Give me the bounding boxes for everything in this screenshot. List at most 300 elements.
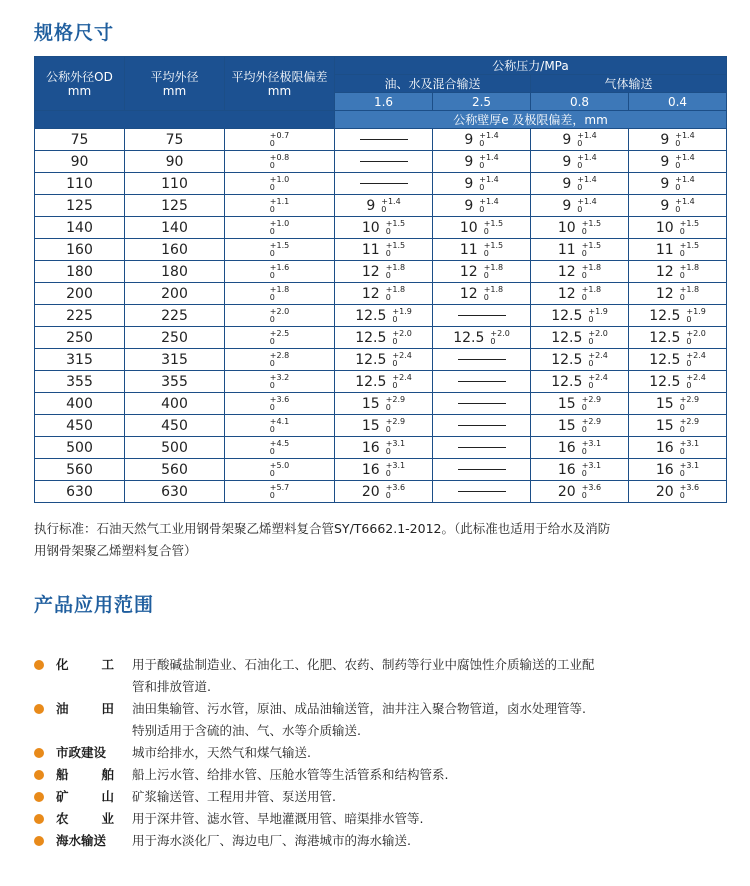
nominal-od-cell: 110 bbox=[35, 173, 125, 195]
bullet-dot-icon bbox=[34, 792, 44, 802]
thickness-value: 9 bbox=[660, 175, 670, 192]
header-deviation: 平均外径极限偏差 mm bbox=[225, 57, 335, 111]
wall-thickness-cell bbox=[335, 129, 433, 151]
thickness-tolerance: +1.4 0 bbox=[675, 196, 695, 214]
not-applicable-dash bbox=[458, 469, 506, 470]
thickness-tolerance: +2.9 0 bbox=[581, 416, 602, 434]
bullet-dot-icon bbox=[34, 660, 44, 670]
deviation-value: +5.0 0 bbox=[269, 460, 290, 478]
application-description: 特别适用于含硫的油、气、水等介质输送. bbox=[132, 723, 361, 738]
app-section-title: 产品应用范围 bbox=[34, 594, 155, 616]
thickness-tolerance: +1.5 0 bbox=[581, 218, 602, 236]
wall-thickness-cell bbox=[335, 195, 433, 217]
table-row bbox=[35, 129, 727, 151]
thickness-tolerance: +3.1 0 bbox=[679, 438, 700, 456]
avg-od-cell: 630 bbox=[125, 481, 225, 503]
spec-table-header bbox=[35, 57, 727, 129]
deviation-value: +2.0 0 bbox=[269, 306, 290, 324]
not-applicable-dash bbox=[458, 403, 506, 404]
wall-thickness-cell bbox=[629, 129, 727, 151]
wall-thickness-cell bbox=[531, 239, 629, 261]
thickness-tolerance: +2.0 0 bbox=[686, 328, 706, 346]
wall-thickness-cell bbox=[531, 415, 629, 437]
wall-thickness-cell bbox=[531, 173, 629, 195]
thickness-tolerance: +1.8 0 bbox=[581, 262, 602, 280]
thickness-tolerance: +1.9 0 bbox=[392, 306, 412, 324]
avg-od-cell: 400 bbox=[125, 393, 225, 415]
deviation-cell bbox=[225, 415, 335, 437]
table-row bbox=[35, 283, 727, 305]
wall-thickness-cell bbox=[335, 437, 433, 459]
thickness-value: 12 bbox=[655, 285, 674, 302]
thickness-value: 20 bbox=[655, 483, 674, 500]
standard-note-line-2: 用钢骨架聚乙烯塑料复合管） bbox=[34, 543, 197, 558]
thickness-tolerance: +2.0 0 bbox=[490, 328, 510, 346]
wall-thickness-cell bbox=[335, 393, 433, 415]
application-item bbox=[34, 808, 734, 830]
thickness-tolerance: +1.4 0 bbox=[577, 174, 597, 192]
wall-thickness-cell bbox=[433, 327, 531, 349]
not-applicable-dash bbox=[458, 425, 506, 426]
header-p4: 0.4 bbox=[629, 93, 727, 111]
deviation-cell bbox=[225, 393, 335, 415]
table-row bbox=[35, 481, 727, 503]
not-applicable-dash bbox=[458, 381, 506, 382]
wall-thickness-cell bbox=[531, 459, 629, 481]
not-applicable-dash bbox=[458, 315, 506, 316]
thickness-value: 12.5 bbox=[355, 351, 387, 368]
wall-thickness-cell bbox=[433, 305, 531, 327]
table-row bbox=[35, 195, 727, 217]
spec-table bbox=[34, 56, 727, 503]
thickness-value: 10 bbox=[459, 219, 478, 236]
wall-thickness-cell bbox=[433, 151, 531, 173]
thickness-value: 12 bbox=[655, 263, 674, 280]
wall-thickness-cell bbox=[629, 437, 727, 459]
thickness-tolerance: +3.6 0 bbox=[679, 482, 700, 500]
wall-thickness-cell bbox=[335, 305, 433, 327]
application-description: 用于酸碱盐制造业、石油化工、化肥、农药、制药等行业中腐蚀性介质输送的工业配 bbox=[132, 657, 595, 672]
thickness-tolerance: +1.4 0 bbox=[479, 196, 499, 214]
thickness-value: 12 bbox=[459, 263, 478, 280]
wall-thickness-cell bbox=[629, 239, 727, 261]
thickness-value: 12.5 bbox=[355, 329, 387, 346]
thickness-tolerance: +3.1 0 bbox=[679, 460, 700, 478]
application-description: 城市给排水，天然气和煤气输送. bbox=[132, 745, 311, 760]
application-item bbox=[34, 654, 734, 676]
wall-thickness-cell bbox=[335, 151, 433, 173]
nominal-od-cell: 225 bbox=[35, 305, 125, 327]
application-name: 海水输送 bbox=[56, 833, 107, 848]
header-wall: 公称壁厚e 及极限偏差，mm bbox=[335, 111, 727, 129]
wall-thickness-cell bbox=[531, 151, 629, 173]
table-row bbox=[35, 459, 727, 481]
wall-thickness-cell bbox=[531, 261, 629, 283]
wall-thickness-cell bbox=[433, 415, 531, 437]
deviation-value: +2.8 0 bbox=[269, 350, 290, 368]
table-row bbox=[35, 327, 727, 349]
wall-thickness-cell bbox=[335, 261, 433, 283]
thickness-value: 12.5 bbox=[649, 351, 681, 368]
wall-thickness-cell bbox=[335, 371, 433, 393]
application-description: 船上污水管、给排水管、压舱水管等生活管系和结构管系. bbox=[132, 767, 449, 782]
application-description: 用于海水淡化厂、海边电厂、海港城市的海水输送. bbox=[132, 833, 411, 848]
bullet-dot-icon bbox=[34, 748, 44, 758]
table-row bbox=[35, 151, 727, 173]
wall-thickness-cell bbox=[335, 173, 433, 195]
thickness-tolerance: +1.8 0 bbox=[483, 262, 504, 280]
thickness-tolerance: +1.5 0 bbox=[679, 218, 700, 236]
deviation-cell bbox=[225, 195, 335, 217]
nominal-od-cell: 315 bbox=[35, 349, 125, 371]
wall-thickness-cell bbox=[335, 283, 433, 305]
standard-note-line-1: 执行标准：石油天然气工业用钢骨架聚乙烯塑料复合管SY/T6662.1-2012。（此标准也适用于给水及消防 bbox=[34, 521, 611, 536]
nominal-od-cell: 630 bbox=[35, 481, 125, 503]
thickness-tolerance: +1.4 0 bbox=[675, 152, 695, 170]
thickness-value: 11 bbox=[655, 241, 674, 258]
wall-thickness-cell bbox=[531, 481, 629, 503]
thickness-value: 11 bbox=[557, 241, 576, 258]
thickness-tolerance: +2.0 0 bbox=[392, 328, 412, 346]
wall-thickness-cell bbox=[433, 283, 531, 305]
deviation-cell bbox=[225, 327, 335, 349]
not-applicable-dash bbox=[458, 447, 506, 448]
avg-od-cell: 200 bbox=[125, 283, 225, 305]
wall-thickness-cell bbox=[531, 305, 629, 327]
deviation-cell bbox=[225, 129, 335, 151]
thickness-value: 12.5 bbox=[551, 307, 583, 324]
wall-thickness-cell bbox=[433, 371, 531, 393]
avg-od-cell: 110 bbox=[125, 173, 225, 195]
thickness-tolerance: +1.5 0 bbox=[581, 240, 602, 258]
avg-od-cell: 75 bbox=[125, 129, 225, 151]
bullet-dot-icon bbox=[34, 770, 44, 780]
application-description: 用于深井管、滤水管、旱地灌溉用管、暗渠排水管等. bbox=[132, 811, 424, 826]
deviation-value: +1.6 0 bbox=[269, 262, 290, 280]
thickness-tolerance: +2.9 0 bbox=[679, 394, 700, 412]
thickness-value: 12.5 bbox=[551, 351, 583, 368]
thickness-tolerance: +1.4 0 bbox=[577, 152, 597, 170]
nominal-od-cell: 160 bbox=[35, 239, 125, 261]
wall-thickness-cell bbox=[433, 195, 531, 217]
nominal-od-cell: 450 bbox=[35, 415, 125, 437]
avg-od-cell: 140 bbox=[125, 217, 225, 239]
application-item bbox=[34, 720, 734, 742]
thickness-tolerance: +1.8 0 bbox=[679, 284, 700, 302]
thickness-tolerance: +3.1 0 bbox=[385, 438, 406, 456]
thickness-value: 12.5 bbox=[551, 373, 583, 390]
deviation-value: +3.2 0 bbox=[269, 372, 290, 390]
not-applicable-dash bbox=[360, 161, 408, 162]
thickness-value: 12.5 bbox=[649, 329, 681, 346]
avg-od-cell: 315 bbox=[125, 349, 225, 371]
nominal-od-cell: 200 bbox=[35, 283, 125, 305]
thickness-tolerance: +2.9 0 bbox=[679, 416, 700, 434]
wall-thickness-cell bbox=[335, 327, 433, 349]
thickness-value: 16 bbox=[557, 439, 576, 456]
nominal-od-cell: 400 bbox=[35, 393, 125, 415]
avg-od-cell: 355 bbox=[125, 371, 225, 393]
thickness-value: 20 bbox=[361, 483, 380, 500]
deviation-value: +0.8 0 bbox=[269, 152, 290, 170]
wall-thickness-cell bbox=[433, 393, 531, 415]
thickness-value: 12.5 bbox=[355, 373, 387, 390]
wall-thickness-cell bbox=[531, 437, 629, 459]
avg-od-cell: 125 bbox=[125, 195, 225, 217]
thickness-tolerance: +1.4 0 bbox=[479, 152, 499, 170]
nominal-od-cell: 90 bbox=[35, 151, 125, 173]
wall-thickness-cell bbox=[335, 459, 433, 481]
thickness-value: 9 bbox=[562, 131, 572, 148]
thickness-tolerance: +2.4 0 bbox=[392, 372, 412, 390]
table-row bbox=[35, 217, 727, 239]
table-row bbox=[35, 393, 727, 415]
thickness-tolerance: +3.1 0 bbox=[385, 460, 406, 478]
thickness-value: 12 bbox=[361, 285, 380, 302]
thickness-value: 12.5 bbox=[355, 307, 387, 324]
application-item bbox=[34, 830, 734, 852]
header-nominal-od: 公称外径OD mm bbox=[35, 57, 125, 111]
thickness-tolerance: +1.8 0 bbox=[385, 262, 406, 280]
wall-thickness-cell bbox=[531, 217, 629, 239]
wall-thickness-cell bbox=[433, 239, 531, 261]
thickness-value: 9 bbox=[366, 197, 376, 214]
thickness-value: 9 bbox=[464, 131, 474, 148]
thickness-value: 16 bbox=[557, 461, 576, 478]
thickness-tolerance: +1.5 0 bbox=[483, 240, 504, 258]
thickness-tolerance: +2.9 0 bbox=[581, 394, 602, 412]
wall-thickness-cell bbox=[629, 327, 727, 349]
thickness-tolerance: +1.8 0 bbox=[581, 284, 602, 302]
wall-thickness-cell bbox=[629, 481, 727, 503]
application-list bbox=[34, 654, 734, 852]
nominal-od-cell: 500 bbox=[35, 437, 125, 459]
nominal-od-cell: 250 bbox=[35, 327, 125, 349]
wall-thickness-cell bbox=[629, 151, 727, 173]
thickness-value: 9 bbox=[660, 197, 670, 214]
thickness-value: 16 bbox=[361, 461, 380, 478]
thickness-tolerance: +3.6 0 bbox=[581, 482, 602, 500]
thickness-tolerance: +2.4 0 bbox=[686, 372, 706, 390]
thickness-value: 15 bbox=[361, 417, 380, 434]
thickness-value: 15 bbox=[557, 395, 576, 412]
thickness-tolerance: +1.9 0 bbox=[686, 306, 706, 324]
wall-thickness-cell bbox=[629, 195, 727, 217]
nominal-od-cell: 180 bbox=[35, 261, 125, 283]
thickness-tolerance: +1.5 0 bbox=[385, 240, 406, 258]
wall-thickness-cell bbox=[335, 239, 433, 261]
standard-note bbox=[34, 518, 734, 562]
wall-thickness-cell bbox=[433, 173, 531, 195]
deviation-cell bbox=[225, 173, 335, 195]
wall-thickness-cell bbox=[531, 195, 629, 217]
wall-thickness-cell bbox=[433, 481, 531, 503]
table-row bbox=[35, 305, 727, 327]
avg-od-cell: 450 bbox=[125, 415, 225, 437]
application-name: 船 舶 bbox=[56, 767, 114, 782]
thickness-value: 12.5 bbox=[551, 329, 583, 346]
wall-thickness-cell bbox=[433, 129, 531, 151]
thickness-tolerance: +2.9 0 bbox=[385, 416, 406, 434]
wall-thickness-cell bbox=[433, 261, 531, 283]
wall-thickness-cell bbox=[433, 459, 531, 481]
thickness-tolerance: +1.4 0 bbox=[479, 130, 499, 148]
deviation-cell bbox=[225, 261, 335, 283]
application-name: 市政建设 bbox=[56, 745, 107, 760]
wall-thickness-cell bbox=[531, 371, 629, 393]
thickness-tolerance: +2.0 0 bbox=[588, 328, 608, 346]
deviation-value: +1.8 0 bbox=[269, 284, 290, 302]
thickness-tolerance: +3.6 0 bbox=[385, 482, 406, 500]
thickness-value: 10 bbox=[557, 219, 576, 236]
deviation-cell bbox=[225, 349, 335, 371]
thickness-tolerance: +1.5 0 bbox=[483, 218, 504, 236]
application-description: 管和排放管道. bbox=[132, 679, 211, 694]
thickness-value: 9 bbox=[562, 175, 572, 192]
bullet-dot-icon bbox=[34, 836, 44, 846]
wall-thickness-cell bbox=[629, 371, 727, 393]
deviation-value: +2.5 0 bbox=[269, 328, 290, 346]
deviation-value: +4.5 0 bbox=[269, 438, 290, 456]
thickness-tolerance: +1.8 0 bbox=[483, 284, 504, 302]
application-name: 化 工 bbox=[56, 657, 114, 672]
thickness-tolerance: +1.4 0 bbox=[675, 174, 695, 192]
wall-thickness-cell bbox=[629, 459, 727, 481]
thickness-value: 9 bbox=[660, 153, 670, 170]
thickness-tolerance: +1.5 0 bbox=[385, 218, 406, 236]
thickness-tolerance: +1.4 0 bbox=[577, 196, 597, 214]
thickness-tolerance: +1.8 0 bbox=[679, 262, 700, 280]
not-applicable-dash bbox=[360, 139, 408, 140]
wall-thickness-cell bbox=[629, 261, 727, 283]
wall-thickness-cell bbox=[531, 283, 629, 305]
thickness-tolerance: +2.9 0 bbox=[385, 394, 406, 412]
header-pressure: 公称压力/MPa bbox=[335, 57, 727, 75]
thickness-tolerance: +1.9 0 bbox=[588, 306, 608, 324]
application-item bbox=[34, 786, 734, 808]
wall-thickness-cell bbox=[629, 305, 727, 327]
thickness-tolerance: +1.4 0 bbox=[479, 174, 499, 192]
wall-thickness-cell bbox=[433, 349, 531, 371]
thickness-value: 12 bbox=[557, 263, 576, 280]
application-name: 农 业 bbox=[56, 811, 114, 826]
thickness-value: 16 bbox=[655, 439, 674, 456]
deviation-cell bbox=[225, 151, 335, 173]
thickness-tolerance: +1.5 0 bbox=[679, 240, 700, 258]
wall-thickness-cell bbox=[531, 349, 629, 371]
deviation-cell bbox=[225, 459, 335, 481]
deviation-value: +3.6 0 bbox=[269, 394, 290, 412]
deviation-cell bbox=[225, 437, 335, 459]
deviation-cell bbox=[225, 239, 335, 261]
thickness-value: 15 bbox=[361, 395, 380, 412]
thickness-value: 10 bbox=[655, 219, 674, 236]
thickness-value: 12.5 bbox=[453, 329, 485, 346]
avg-od-cell: 90 bbox=[125, 151, 225, 173]
deviation-cell bbox=[225, 217, 335, 239]
thickness-value: 12.5 bbox=[649, 307, 681, 324]
deviation-value: +1.0 0 bbox=[269, 174, 290, 192]
wall-thickness-cell bbox=[335, 481, 433, 503]
thickness-value: 12 bbox=[459, 285, 478, 302]
wall-thickness-cell bbox=[629, 173, 727, 195]
nominal-od-cell: 140 bbox=[35, 217, 125, 239]
deviation-cell bbox=[225, 371, 335, 393]
wall-thickness-cell bbox=[335, 217, 433, 239]
not-applicable-dash bbox=[458, 491, 506, 492]
thickness-tolerance: +3.1 0 bbox=[581, 438, 602, 456]
thickness-tolerance: +1.8 0 bbox=[385, 284, 406, 302]
thickness-tolerance: +3.1 0 bbox=[581, 460, 602, 478]
header-p2: 2.5 bbox=[433, 93, 531, 111]
thickness-tolerance: +1.4 0 bbox=[577, 130, 597, 148]
avg-od-cell: 160 bbox=[125, 239, 225, 261]
spec-section-title: 规格尺寸 bbox=[34, 22, 115, 44]
thickness-value: 9 bbox=[464, 197, 474, 214]
application-name: 矿 山 bbox=[56, 789, 114, 804]
wall-thickness-cell bbox=[629, 415, 727, 437]
wall-thickness-cell bbox=[629, 283, 727, 305]
wall-thickness-cell bbox=[629, 217, 727, 239]
header-blank bbox=[35, 111, 335, 129]
not-applicable-dash bbox=[360, 183, 408, 184]
wall-thickness-cell bbox=[335, 349, 433, 371]
wall-thickness-cell bbox=[335, 415, 433, 437]
avg-od-cell: 560 bbox=[125, 459, 225, 481]
wall-thickness-cell bbox=[433, 437, 531, 459]
nominal-od-cell: 355 bbox=[35, 371, 125, 393]
thickness-value: 9 bbox=[660, 131, 670, 148]
deviation-value: +5.7 0 bbox=[269, 482, 290, 500]
thickness-value: 15 bbox=[655, 417, 674, 434]
thickness-value: 9 bbox=[562, 197, 572, 214]
deviation-value: +0.7 0 bbox=[269, 130, 290, 148]
deviation-value: +1.1 0 bbox=[269, 196, 290, 214]
wall-thickness-cell bbox=[629, 349, 727, 371]
thickness-value: 9 bbox=[562, 153, 572, 170]
bullet-dot-icon bbox=[34, 814, 44, 824]
spec-table-body bbox=[35, 129, 727, 503]
thickness-value: 11 bbox=[361, 241, 380, 258]
bullet-dot-icon bbox=[34, 704, 44, 714]
thickness-tolerance: +2.4 0 bbox=[588, 372, 608, 390]
table-row bbox=[35, 371, 727, 393]
application-description: 油田集输管、污水管，原油、成品油输送管，油井注入聚合物管道，卤水处理管等. bbox=[132, 701, 586, 716]
application-description: 矿浆输送管、工程用井管、泵送用管. bbox=[132, 789, 336, 804]
thickness-value: 11 bbox=[459, 241, 478, 258]
thickness-tolerance: +2.4 0 bbox=[686, 350, 706, 368]
application-item bbox=[34, 764, 734, 786]
application-item bbox=[34, 742, 734, 764]
nominal-od-cell: 75 bbox=[35, 129, 125, 151]
thickness-tolerance: +1.4 0 bbox=[675, 130, 695, 148]
avg-od-cell: 225 bbox=[125, 305, 225, 327]
header-oil-water: 油、水及混合输送 bbox=[335, 75, 531, 93]
avg-od-cell: 500 bbox=[125, 437, 225, 459]
thickness-tolerance: +2.4 0 bbox=[392, 350, 412, 368]
table-row bbox=[35, 173, 727, 195]
application-item bbox=[34, 698, 734, 720]
thickness-value: 9 bbox=[464, 153, 474, 170]
thickness-value: 9 bbox=[464, 175, 474, 192]
thickness-value: 16 bbox=[361, 439, 380, 456]
thickness-value: 12 bbox=[557, 285, 576, 302]
thickness-value: 15 bbox=[655, 395, 674, 412]
wall-thickness-cell bbox=[629, 393, 727, 415]
not-applicable-dash bbox=[458, 359, 506, 360]
table-row bbox=[35, 437, 727, 459]
deviation-value: +4.1 0 bbox=[269, 416, 290, 434]
